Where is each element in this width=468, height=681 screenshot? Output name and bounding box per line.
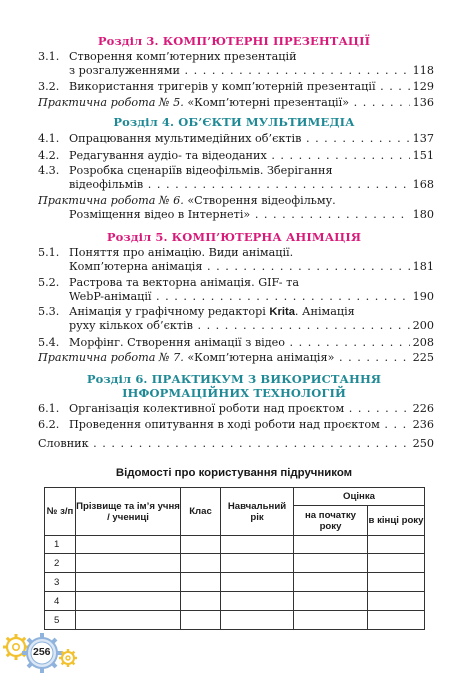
entry-number: 4.1.	[38, 132, 60, 145]
entry-page: 118	[412, 64, 434, 77]
entry-text-bold: Krita	[269, 306, 295, 318]
entry-text: Анімація у графічному редакторі	[69, 305, 266, 318]
entry-number: 4.3.	[38, 164, 60, 177]
section-6-title	[0, 372, 468, 400]
entry-page: 180	[412, 208, 434, 221]
table-row	[45, 611, 425, 630]
entry-text: Розробка сценаріїв відеофільмів. Зберігання	[69, 164, 333, 177]
entry-text: Поняття про анімацію. Види анімації.	[69, 246, 294, 259]
entry-text: Растрова та векторна анімація. GIF- та	[69, 276, 299, 289]
entry-page: 137	[412, 132, 434, 145]
page-number: 256	[33, 646, 51, 658]
entry-text: Створення комп’ютерних презентацій	[69, 50, 297, 63]
entry-text: Редагування аудіо- та відеоданих . . .	[69, 149, 410, 163]
entry-text-end: . Анімація	[294, 305, 355, 318]
entry-number: 4.2.	[38, 149, 60, 162]
header-class: Клас	[181, 488, 221, 536]
entry-page: 236	[412, 418, 434, 431]
toc-practical-6	[38, 194, 434, 222]
practical-label: Практична робота № 5.	[38, 96, 184, 109]
section-6-title-line2: ІНФОРМАЦІЙНИХ ТЕХНОЛОГІЙ	[122, 386, 346, 400]
entry-number: 5.2.	[38, 276, 60, 289]
practical-label: Практична робота № 6.	[38, 194, 184, 207]
section-6-title-line1: Розділ 6. ПРАКТИКУМ З ВИКОРИСТАННЯ	[86, 372, 382, 386]
table-row	[45, 592, 425, 611]
entry-number: 5.4.	[38, 336, 60, 349]
toc-glossary	[38, 437, 434, 451]
toc-entry-5-2	[38, 276, 434, 304]
entry-text-line2: Комп’ютерна анімація . . .	[69, 260, 410, 274]
header-grade: Оцінка	[294, 488, 425, 506]
entry-page: 226	[412, 402, 434, 415]
toc-entry-4-1	[38, 132, 434, 146]
entry-text: Використання тригерів у комп’ютерній презентації . . .	[69, 80, 410, 94]
entry-text-line2: з розгалуженнями . . .	[69, 64, 410, 78]
entry-number: 3.2.	[38, 80, 60, 93]
entry-page: 168	[412, 178, 434, 191]
entry-text: «Створення відеофільму.	[187, 194, 336, 207]
entry-page: 151	[412, 149, 434, 162]
entry-page: 190	[412, 290, 434, 303]
row-number: 2	[45, 554, 76, 573]
header-school-year: Навчальний рік	[221, 488, 294, 536]
table-row	[45, 536, 425, 554]
toc-practical-5	[38, 96, 434, 110]
entry-text: Організація колективної роботи над проєктом . . .	[69, 402, 410, 416]
entry-number: 6.1.	[38, 402, 60, 415]
header-grade-start: на початку року	[294, 506, 368, 536]
row-number: 3	[45, 573, 76, 592]
section-5-title: Розділ 5. КОМП’ЮТЕРНА АНІМАЦІЯ	[106, 230, 362, 244]
toc-entry-6-1	[38, 402, 434, 416]
usage-table	[44, 487, 425, 630]
entry-text: Словник . . .	[38, 437, 410, 451]
row-number: 5	[45, 611, 76, 630]
entry-text-line2: WebP-анімації . . .	[69, 290, 410, 304]
section-4-title: Розділ 4. ОБ’ЄКТИ МУЛЬТИМЕДІА	[113, 115, 355, 129]
entry-page: 129	[412, 80, 434, 93]
toc-entry-3-2	[38, 80, 434, 94]
entry-page: 225	[412, 351, 434, 364]
entry-page: 208	[412, 336, 434, 349]
entry-page: 136	[412, 96, 434, 109]
entry-number: 6.2.	[38, 418, 60, 431]
entry-text-line2: руху кількох об’єктів . . .	[69, 319, 410, 333]
entry-page: 181	[412, 260, 434, 273]
toc-practical-7	[38, 351, 434, 365]
header-student-name: Прізвище та ім’я учня / учениці	[76, 488, 181, 536]
entry-number: 5.3.	[38, 305, 60, 318]
entry-number: 3.1.	[38, 50, 60, 63]
table-row	[45, 573, 425, 592]
header-number: № з/п	[45, 488, 76, 536]
toc-entry-5-4	[38, 336, 434, 350]
toc-entry-4-3	[38, 164, 434, 192]
entry-number: 5.1.	[38, 246, 60, 259]
practical-label: Практична робота № 7.	[38, 351, 184, 364]
toc-entry-3-1	[38, 50, 434, 78]
entry-text: Морфінг. Створення анімації з відео . . .	[69, 336, 410, 350]
header-grade-end: в кінці року	[368, 506, 425, 536]
section-3-title: Розділ 3. КОМП’ЮТЕРНІ ПРЕЗЕНТАЦІЇ	[97, 34, 371, 48]
entry-text-line2: відеофільмів . . .	[69, 178, 410, 192]
entry-page: 200	[412, 319, 434, 332]
row-number: 1	[45, 536, 76, 554]
entry-text: «Комп’ютерна анімація»	[187, 351, 335, 364]
entry-page: 250	[412, 437, 434, 450]
usage-table-title: Відомості про користування підручником	[115, 467, 353, 479]
entry-text: Проведення опитування в ході роботи над проєктом . . .	[69, 418, 410, 432]
table-row	[45, 554, 425, 573]
row-number: 4	[45, 592, 76, 611]
toc-entry-4-2	[38, 149, 434, 163]
entry-text-line2: Розміщення відео в Інтернеті» . . .	[69, 208, 410, 222]
entry-text: Опрацювання мультимедійних об’єктів . . .	[69, 132, 410, 146]
toc-entry-6-2	[38, 418, 434, 432]
toc-entry-5-3	[38, 305, 434, 333]
entry-text: «Комп’ютерні презентації»	[187, 96, 350, 109]
toc-entry-5-1	[38, 246, 434, 274]
